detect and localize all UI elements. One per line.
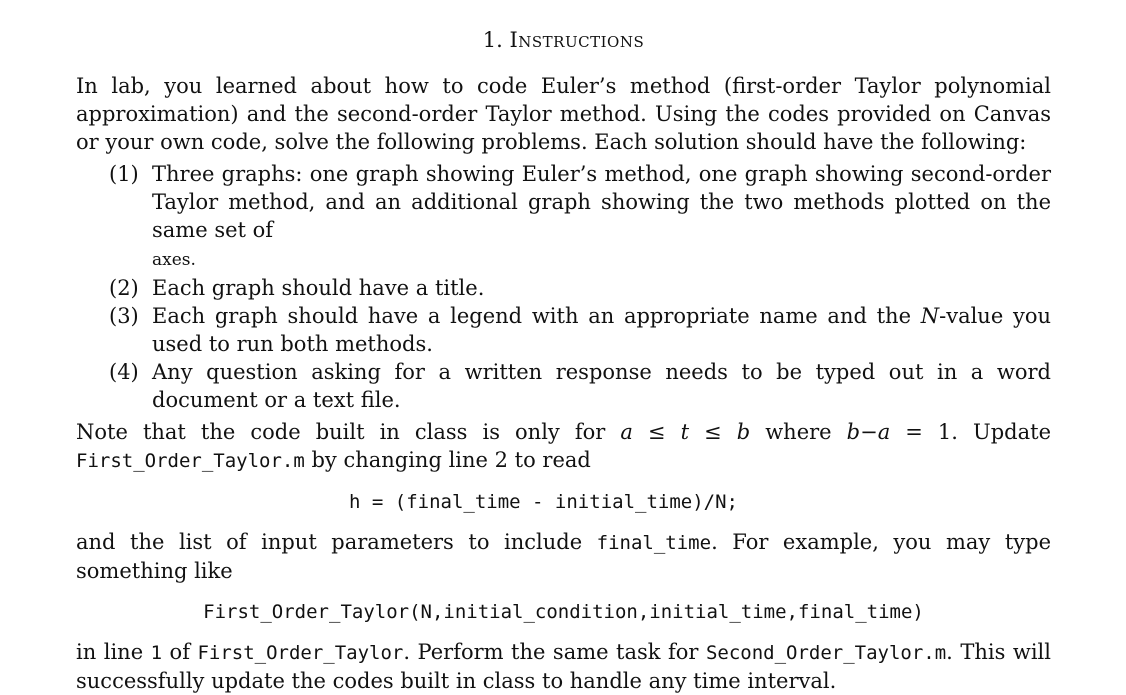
final-text: of	[162, 640, 198, 664]
requirement-text-cont: axes.	[152, 250, 196, 270]
final-text: . Perform the same task for	[403, 640, 706, 664]
final-paragraph	[76, 638, 1051, 695]
requirement-number: (1)	[109, 162, 139, 186]
code-display-line	[76, 487, 1051, 516]
code-filename: First_Order_Taylor.m	[76, 450, 305, 472]
code-identifier: First_Order_Taylor	[197, 642, 404, 664]
param-text: . For example, you may type something like	[76, 530, 1052, 583]
note-text: where	[750, 420, 847, 444]
requirement-item-4	[76, 358, 1051, 414]
code-identifier: final_time	[596, 532, 712, 554]
requirement-text: Any question asking for a written response needs to be typed out in a word document or a text file.	[152, 360, 1051, 412]
requirement-item-3	[76, 302, 1051, 358]
section-number: 1.	[482, 28, 503, 52]
requirement-text: Each graph should have a title.	[152, 276, 485, 300]
requirements-list	[76, 160, 1051, 414]
section-heading	[76, 22, 1051, 58]
requirement-item-1	[76, 160, 1051, 274]
math-inequality: a ≤ t ≤ b	[620, 420, 751, 444]
final-text: . This will successfully update the codes built in class to handle any time interval.	[76, 640, 1051, 693]
requirement-number: (2)	[109, 276, 139, 300]
line-number: 1	[150, 642, 163, 664]
requirement-text: Three graphs: one graph showing Euler’s method, one graph showing second-order Taylor method, and an additional graph showing the two methods plotted on the same set of	[152, 162, 1051, 242]
function-call-line: First_Order_Taylor(N,initial_condition,initial_time,final_time)	[203, 601, 924, 623]
param-text: and the list of input parameters to include	[76, 530, 597, 554]
requirement-item-2	[76, 274, 1051, 302]
section-title: Instructions	[509, 28, 645, 52]
note-text: by changing line 2 to read	[304, 448, 591, 472]
param-paragraph	[76, 528, 1051, 585]
note-text: Note that the code built in class is only for	[76, 420, 621, 444]
requirement-text: Each graph should have a legend with an appropriate name and the	[152, 304, 912, 328]
note-paragraph	[76, 418, 1051, 475]
call-display-line	[76, 597, 1051, 626]
note-text: = 1. Update	[890, 420, 1051, 444]
code-line: h = (final_time - initial_time)/N;	[349, 491, 738, 513]
final-text: in line	[76, 640, 151, 664]
requirement-number: (4)	[109, 360, 139, 384]
math-variable: N	[920, 304, 940, 328]
code-filename: Second_Order_Taylor.m	[705, 642, 947, 664]
intro-paragraph: In lab, you learned about how to code Euler’s method (first-order Taylor polynomial approximation) and the second-order Taylor method. Using the codes provided on Canvas or your own code, solve the following problems. Each solution should have the following:	[76, 74, 1051, 154]
requirement-number: (3)	[109, 304, 139, 328]
math-expression: b−a	[846, 420, 891, 444]
document-page	[76, 22, 1051, 695]
requirement-text-cont: -value you used to run both methods.	[152, 304, 1051, 356]
